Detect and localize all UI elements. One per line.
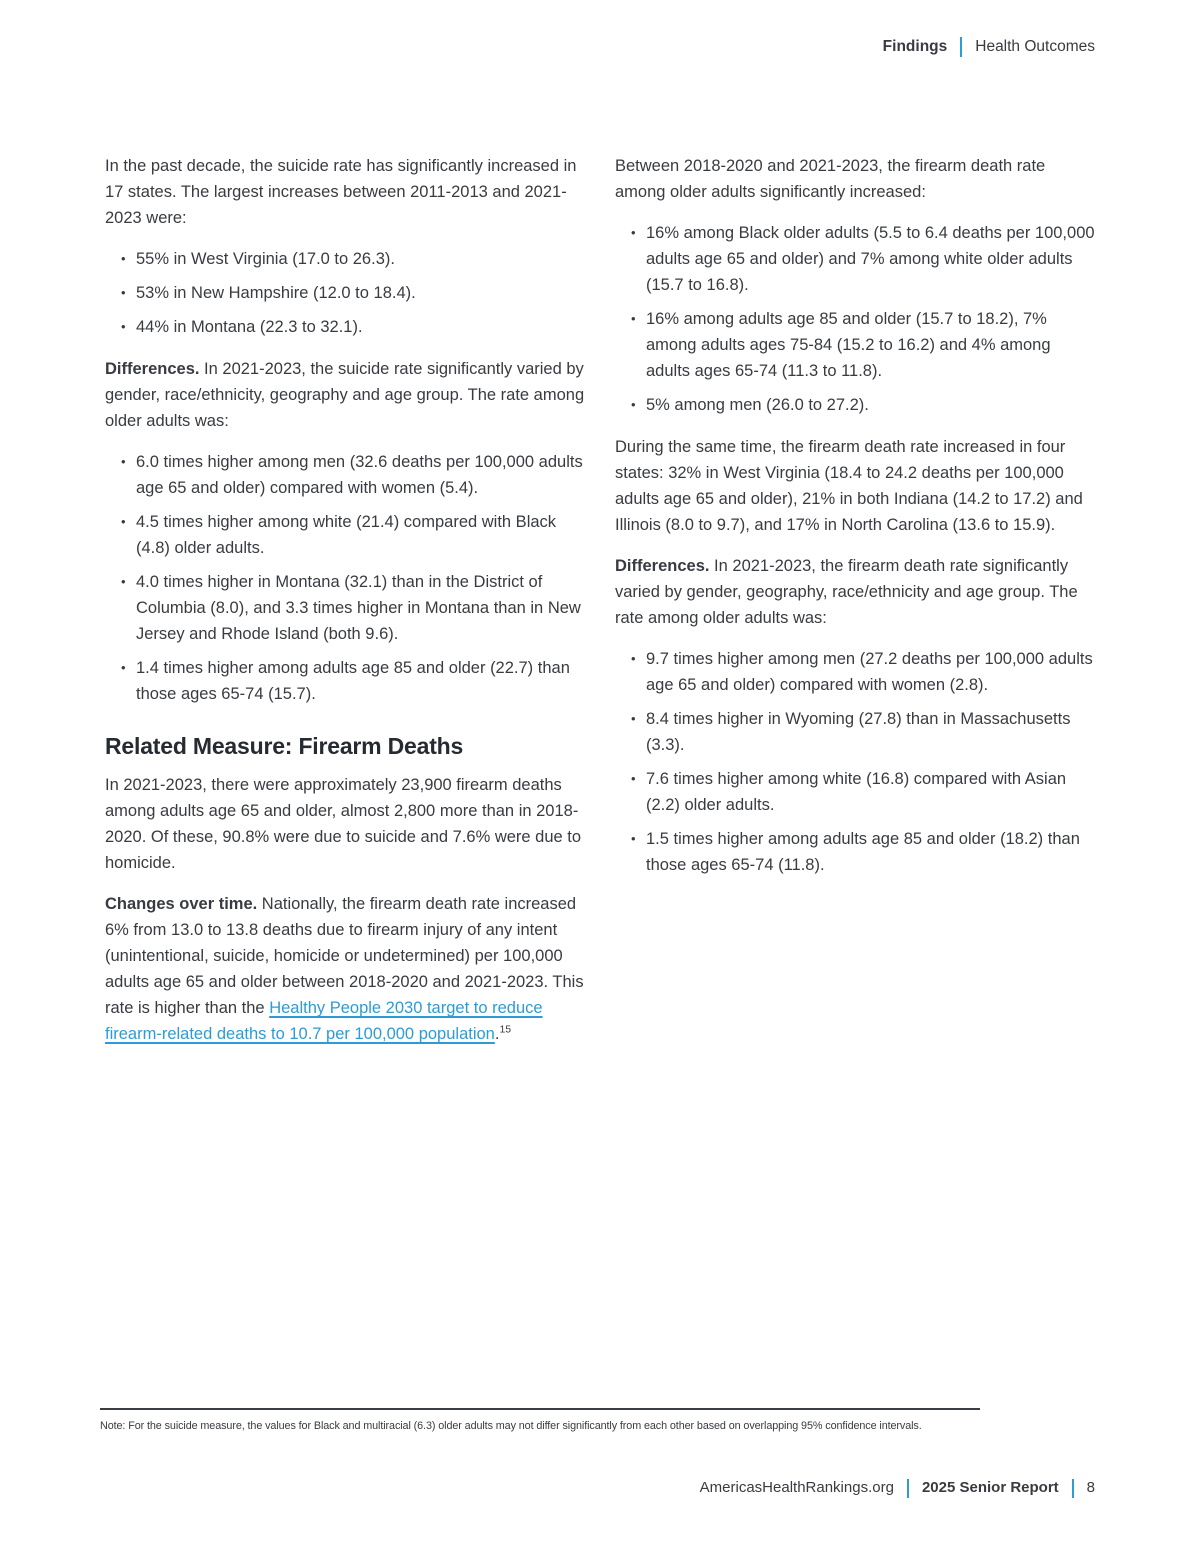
list-item: • 5% among men (26.0 to 27.2). — [631, 392, 1095, 418]
list-item: • 7.6 times higher among white (16.8) compared with Asian (2.2) older adults. — [631, 766, 1095, 818]
page-footer — [700, 1477, 1095, 1499]
list-item: • 55% in West Virginia (17.0 to 26.3). — [121, 246, 585, 272]
suicide-intro-paragraph: In the past decade, the suicide rate has significantly increased in 17 states. The largest increases between 2011-2013 and 2021-2023 were: — [105, 157, 577, 227]
footer-report-title: 2025 Senior Report — [921, 1479, 1059, 1496]
right-column — [615, 153, 1095, 1062]
footer-divider — [907, 1479, 909, 1498]
suicide-differences-list — [105, 449, 585, 707]
list-item: • 1.4 times higher among adults age 85 and older (22.7) than those ages 65-74 (15.7). — [121, 655, 585, 707]
firearm-states-paragraph: During the same time, the firearm death rate increased in four states: 32% in West Virginia (18.4 to 24.2 deaths per 100,000 adults age 65 and older), 21% in both Indiana (14.2 to 17.2) and Illinois (8.0 to 9.7), and 17% in North Carolina (13.6 to 15.9). — [615, 438, 1083, 534]
header-divider — [960, 37, 962, 57]
header-subsection-label: Health Outcomes — [975, 38, 1095, 55]
page-header — [883, 36, 1095, 58]
footer-page-number: 8 — [1086, 1479, 1095, 1496]
healthy-people-2030-link[interactable]: Healthy People 2030 target to reduce firearm-related deaths to 10.7 per 100,000 population — [105, 999, 543, 1043]
list-item: • 4.0 times higher in Montana (32.1) than in the District of Columbia (8.0), and 3.3 times higher in Montana than in New Jersey and Rhode Island (both 9.6). — [121, 569, 585, 647]
list-item: • 53% in New Hampshire (12.0 to 18.4). — [121, 280, 585, 306]
list-item: • 44% in Montana (22.3 to 32.1). — [121, 314, 585, 340]
firearm-differences-paragraph — [615, 553, 1095, 631]
changes-over-time-paragraph — [105, 891, 585, 1047]
left-column — [105, 153, 585, 1062]
related-measure-heading: Related Measure: Firearm Deaths — [105, 733, 464, 759]
firearm-increase-intro-paragraph: Between 2018-2020 and 2021-2023, the firearm death rate among older adults significantly increased: — [615, 157, 1046, 201]
firearm-differences-list — [615, 646, 1095, 878]
note-text: Note: For the suicide measure, the values for Black and multiracial (6.3) older adults may not differ significantly from each other based on overlapping 95% confidence intervals. — [100, 1420, 922, 1432]
content-columns — [105, 153, 1095, 1062]
list-item: • 1.5 times higher among adults age 85 and older (18.2) than those ages 65-74 (11.8). — [631, 826, 1095, 878]
list-item: • 8.4 times higher in Wyoming (27.8) than in Massachusetts (3.3). — [631, 706, 1095, 758]
list-item: • 6.0 times higher among men (32.6 deaths per 100,000 adults age 65 and older) compared with women (5.4). — [121, 449, 585, 501]
differences-text: In 2021-2023, the firearm death rate significantly varied by gender, geography, race/ethnicity and age group. The rate among older adults was: — [615, 557, 1078, 627]
suicide-differences-paragraph — [105, 356, 585, 434]
list-item: • 9.7 times higher among men (27.2 deaths per 100,000 adults age 65 and older) compared with women (2.8). — [631, 646, 1095, 698]
header-section-label: Findings — [882, 38, 948, 55]
suicide-increase-list — [105, 246, 585, 340]
changes-lead: Changes over time. — [105, 895, 258, 913]
list-item: • 4.5 times higher among white (21.4) compared with Black (4.8) older adults. — [121, 509, 585, 561]
firearm-intro-paragraph: In 2021-2023, there were approximately 23,900 firearm deaths among adults age 65 and older, almost 2,800 more than in 2018-2020. Of these, 90.8% were due to suicide and 7.6% were due to homicide. — [105, 776, 582, 872]
footnote-reference: 15 — [499, 1023, 512, 1036]
changes-text: Nationally, the firearm death rate increased 6% from 13.0 to 13.8 deaths due to firearm injury of any intent (unintentional, suicide, homicide or undetermined) per 100,000 adults age 65 and older between 2018-2020 and 2021-2023. This rate is higher than the — [105, 895, 584, 1017]
footer-site-name: AmericasHealthRankings.org — [699, 1479, 894, 1496]
firearm-increase-list — [615, 220, 1095, 418]
note-block — [100, 1408, 980, 1433]
changes-link-end: . — [494, 1025, 500, 1043]
differences-text: In 2021-2023, the suicide rate significantly varied by gender, race/ethnicity, geography and age group. The rate among older adults was: — [105, 360, 585, 430]
list-item: • 16% among Black older adults (5.5 to 6.4 deaths per 100,000 adults age 65 and older) and 7% among white older adults (15.7 to 16.8). — [631, 220, 1095, 298]
differences-lead: Differences. — [615, 557, 710, 575]
list-item: • 16% among adults age 85 and older (15.7 to 18.2), 7% among adults ages 75-84 (15.2 to 16.2) and 4% among adults ages 65-74 (11.3 to 11.8). — [631, 306, 1095, 384]
footer-divider — [1072, 1479, 1074, 1498]
differences-lead: Differences. — [105, 360, 200, 378]
